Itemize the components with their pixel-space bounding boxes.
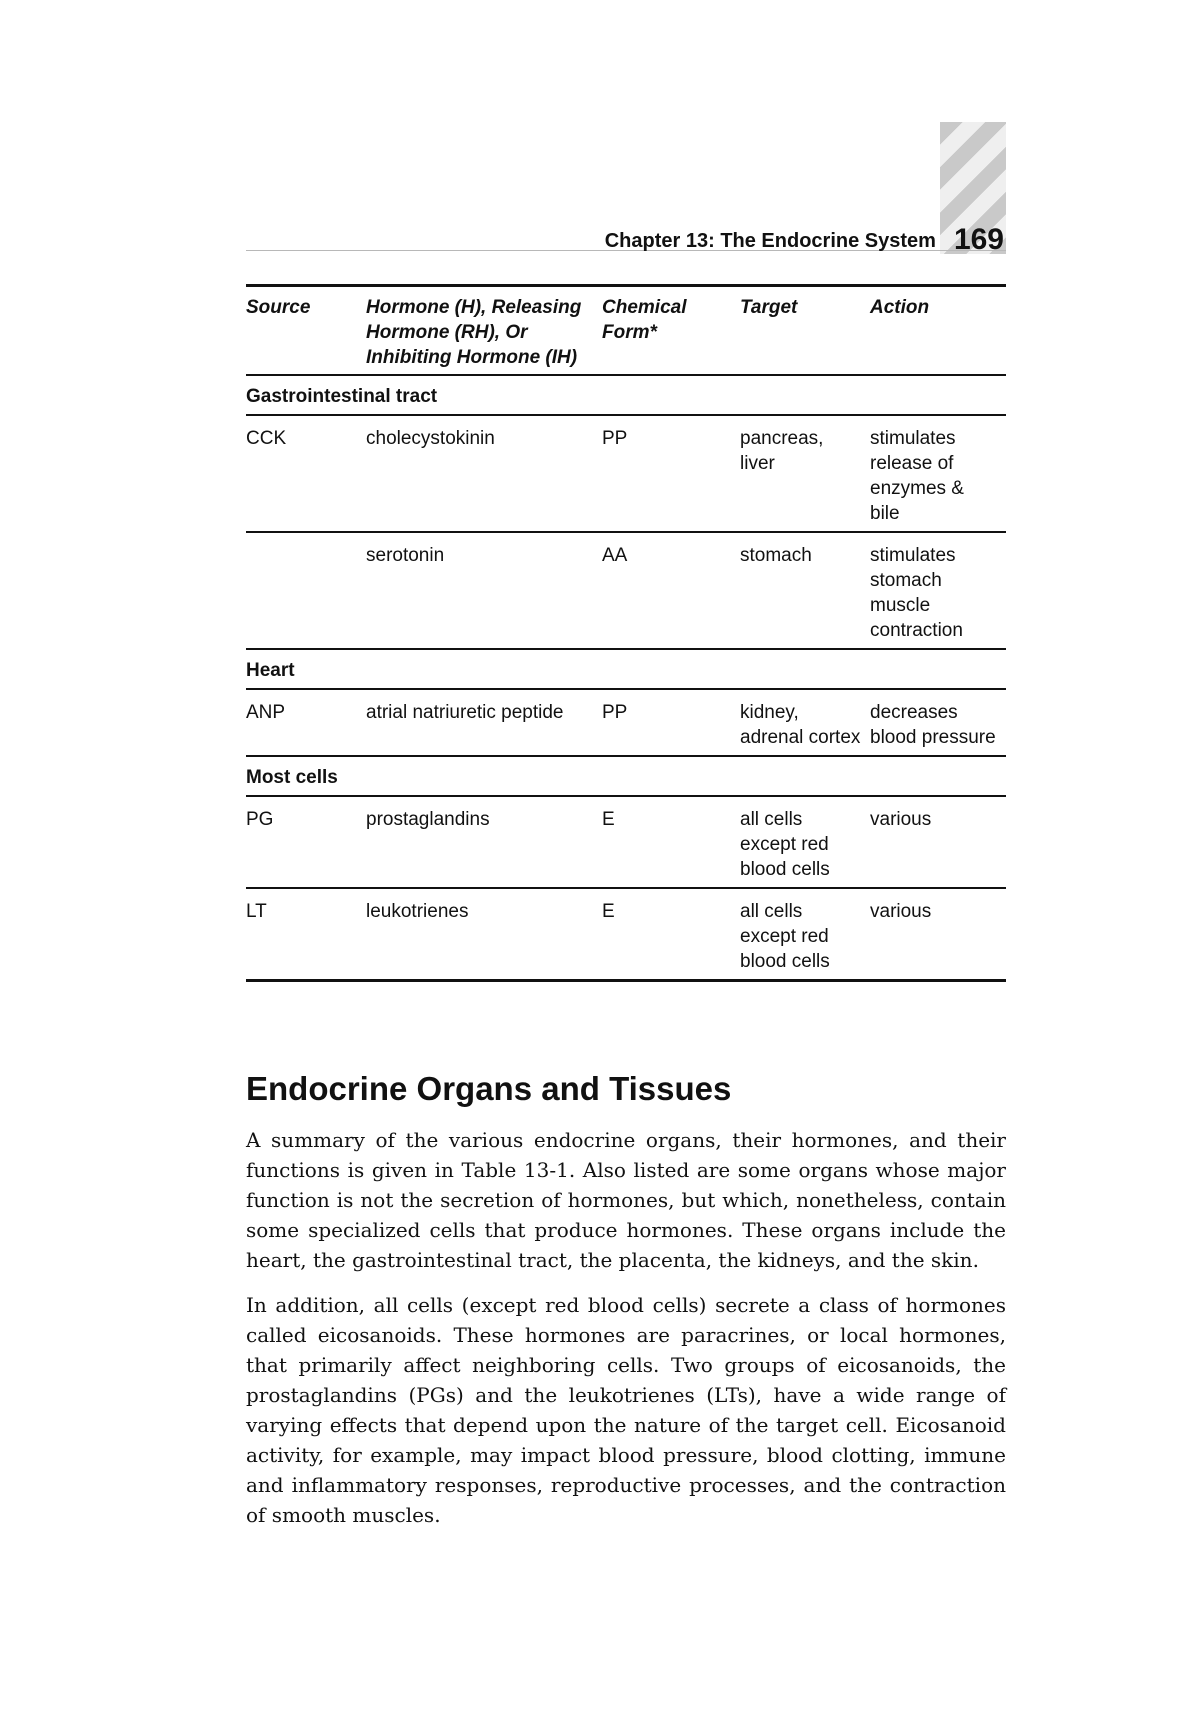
action-cell: various	[870, 901, 932, 922]
target-cell: all cells except red blood cells	[740, 809, 830, 880]
chemical-form-cell: PP	[602, 702, 628, 723]
page-number: 169	[953, 223, 1004, 256]
header-chemical-form: Chemical Form*	[602, 297, 687, 343]
hormone-table	[246, 284, 1006, 982]
body-copy	[246, 1070, 1006, 1545]
hormone-cell: cholecystokinin	[366, 428, 495, 449]
table-section-most-cells: Most cells	[246, 757, 1006, 797]
paragraph: In addition, all cells (except red blood cells) secrete a class of hormones called eicosanoids. These hormones are paracrines, or local hormones, that primarily affect neighboring cells. Two groups of eicosanoids, the prostaglandins (PGs) and the leukotrienes (LTs), have a wide range of varying effects that depend upon the nature of the target cell. Eicosanoid activity, for example, may impact blood pressure, blood clotting, immune and inflammatory responses, reproductive processes, and the contraction of smooth muscles.	[246, 1293, 1006, 1527]
table-row	[246, 889, 1006, 979]
table-row	[246, 690, 1006, 757]
hormone-cell: serotonin	[366, 545, 445, 566]
table-row	[246, 797, 1006, 889]
hormone-cell: atrial natriuretic peptide	[366, 702, 564, 723]
source-cell	[246, 543, 366, 643]
target-cell: stomach	[740, 545, 812, 566]
paragraph: A summary of the various endocrine organs, their hormones, and their functions is given in Table 13-1. Also listed are some organs whose major function is not the secretion of hormones, but which, nonetheless, contain some specialized cells that produce hormones. These organs include the heart, the gastrointestinal tract, the placenta, the kidneys, and the skin.	[246, 1128, 1006, 1272]
source-cell: LT	[246, 901, 267, 922]
chemical-form-cell: AA	[602, 545, 628, 566]
source-cell: ANP	[246, 702, 286, 723]
header-action: Action	[870, 297, 930, 318]
table-section-heart: Heart	[246, 650, 1006, 690]
target-cell: all cells except red blood cells	[740, 901, 830, 972]
table-row	[246, 533, 1006, 650]
target-cell: pancreas, liver	[740, 428, 824, 474]
source-cell: CCK	[246, 428, 287, 449]
header-target: Target	[740, 297, 798, 318]
action-cell: stimulates release of enzymes & bile	[870, 428, 964, 524]
target-cell: kidney, adrenal cortex	[740, 702, 861, 748]
source-cell: PG	[246, 809, 274, 830]
header-source: Source	[246, 297, 311, 318]
header-hormone: Hormone (H), Releasing Hormone (RH), Or Inhibiting Hormone (IH)	[366, 297, 582, 368]
chemical-form-cell: E	[602, 901, 615, 922]
hormone-cell: prostaglandins	[366, 809, 490, 830]
hormone-cell: leukotrienes	[366, 901, 469, 922]
action-cell: stimulates stomach muscle contraction	[870, 545, 963, 641]
table-row	[246, 416, 1006, 533]
table-header-row	[246, 287, 1006, 376]
chemical-form-cell: E	[602, 809, 615, 830]
section-heading: Endocrine Organs and Tissues	[246, 1070, 732, 1107]
action-cell: various	[870, 809, 932, 830]
chemical-form-cell: PP	[602, 428, 628, 449]
running-head	[246, 223, 1006, 256]
action-cell: decreases blood pressure	[870, 702, 996, 748]
chapter-title: Chapter 13: The Endocrine System	[604, 230, 936, 252]
table-section-gastrointestinal: Gastrointestinal tract	[246, 376, 1006, 416]
